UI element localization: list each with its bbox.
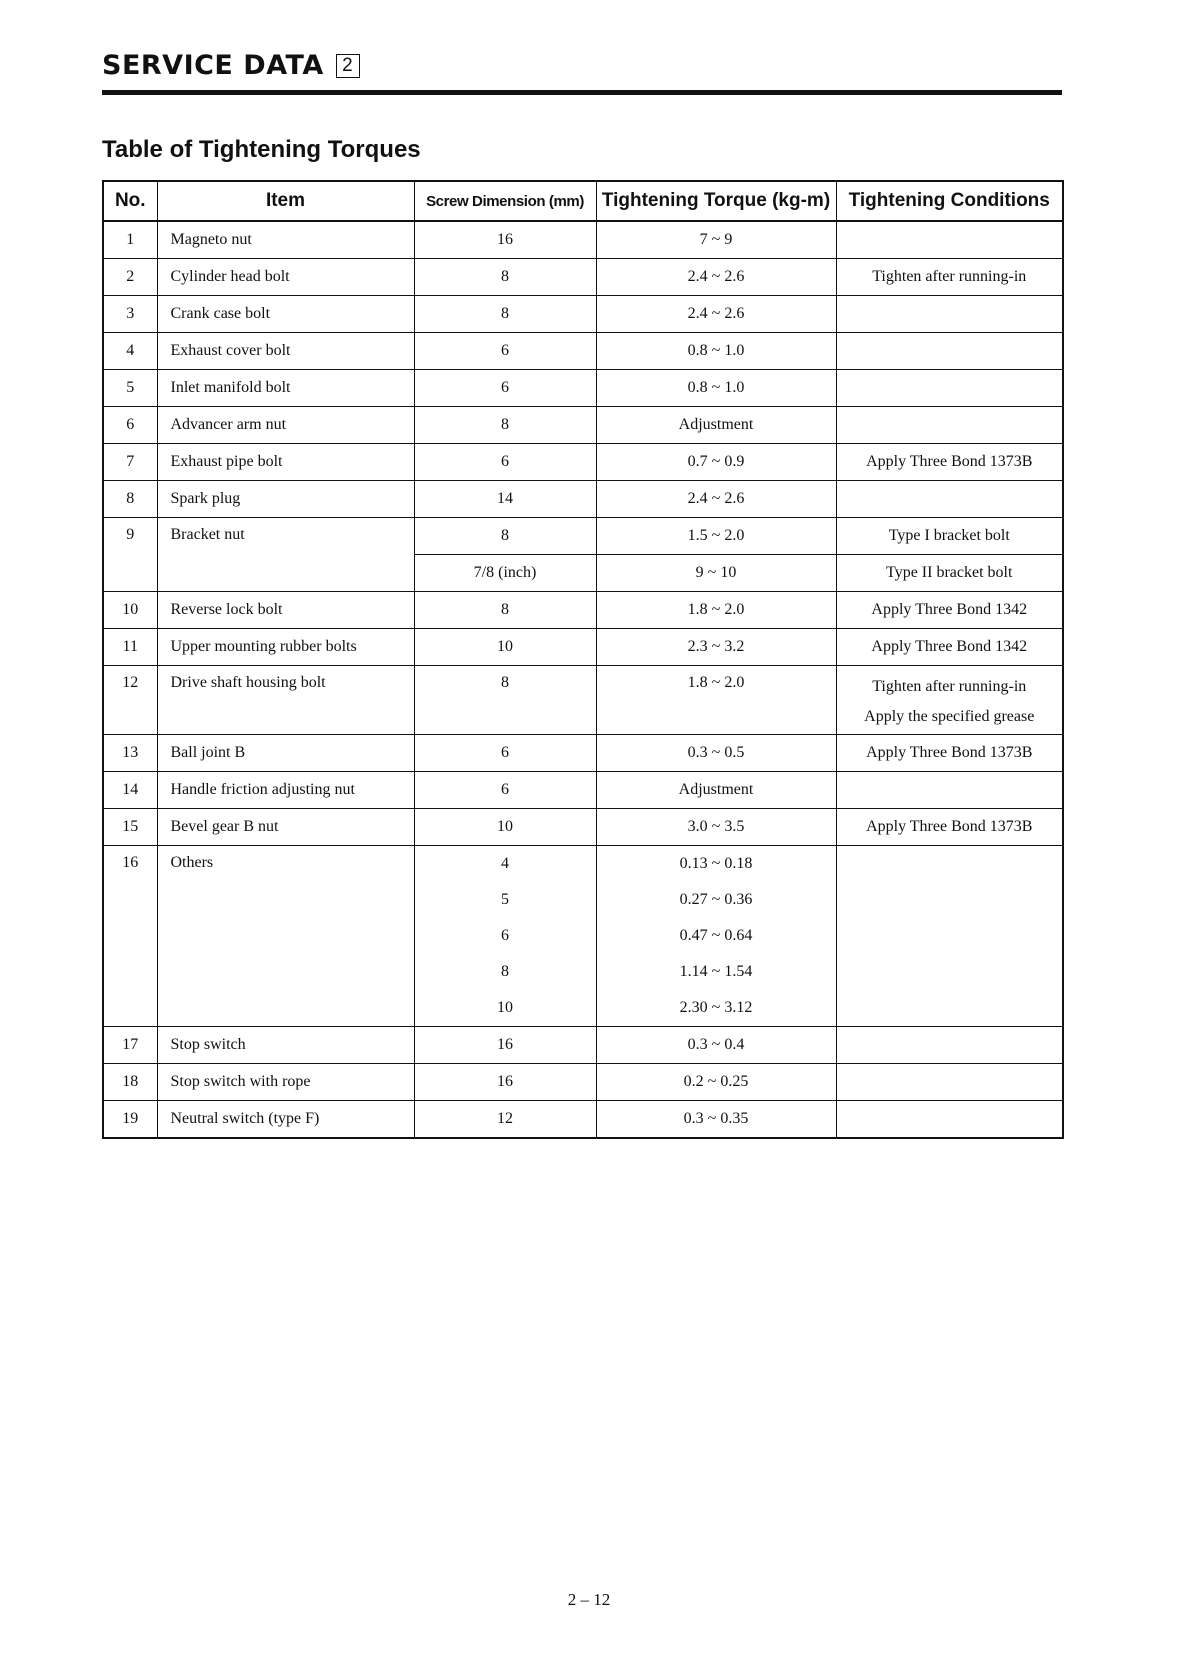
- table-row: [103, 481, 1063, 518]
- row-dimension: 8: [414, 592, 596, 629]
- row-torque: Adjustment: [596, 407, 836, 444]
- row-dimension: 16: [414, 221, 596, 259]
- row-number: 6: [103, 407, 157, 444]
- row-torque: 2.4 ~ 2.6: [596, 259, 836, 296]
- row-torque: 0.3 ~ 0.5: [596, 735, 836, 772]
- col-header-no: No.: [103, 181, 157, 221]
- row-dimension: 10: [414, 809, 596, 846]
- row-conditions: [836, 772, 1063, 809]
- row-torque: 3.0 ~ 3.5: [596, 809, 836, 846]
- table-row: [103, 333, 1063, 370]
- row-dimension: 10: [414, 990, 596, 1027]
- table-row: [103, 370, 1063, 407]
- row-dimension: 8: [414, 666, 596, 735]
- table-row: [103, 296, 1063, 333]
- table-row: [103, 666, 1063, 735]
- row-conditions: [836, 1064, 1063, 1101]
- row-number: 5: [103, 370, 157, 407]
- row-conditions: [836, 370, 1063, 407]
- row-torque: 0.27 ~ 0.36: [596, 882, 836, 918]
- row-dimension: 12: [414, 1101, 596, 1139]
- page-header: [102, 50, 1062, 81]
- table-row: [103, 1027, 1063, 1064]
- row-number: 2: [103, 259, 157, 296]
- row-conditions: [836, 1101, 1063, 1139]
- row-dimension: 14: [414, 481, 596, 518]
- row-dimension: 6: [414, 735, 596, 772]
- row-torque: 0.8 ~ 1.0: [596, 333, 836, 370]
- col-header-torque: Tightening Torque (kg-m): [596, 181, 836, 221]
- table-title: Table of Tightening Torques: [102, 136, 421, 163]
- row-torque: 2.3 ~ 3.2: [596, 629, 836, 666]
- row-item: Cylinder head bolt: [157, 259, 414, 296]
- row-torque: 2.4 ~ 2.6: [596, 481, 836, 518]
- row-number: 11: [103, 629, 157, 666]
- row-dimension: 4: [414, 846, 596, 883]
- row-dimension: 8: [414, 954, 596, 990]
- row-torque: 0.47 ~ 0.64: [596, 918, 836, 954]
- row-conditions: Tighten after running-in: [836, 259, 1063, 296]
- row-conditions: Apply Three Bond 1373B: [836, 809, 1063, 846]
- row-conditions: Apply Three Bond 1342: [836, 592, 1063, 629]
- row-item: Exhaust cover bolt: [157, 333, 414, 370]
- row-item: Handle friction adjusting nut: [157, 772, 414, 809]
- row-item: Bracket nut: [157, 518, 414, 592]
- row-dimension: 16: [414, 1027, 596, 1064]
- table-row: [103, 846, 1063, 883]
- row-torque: 1.5 ~ 2.0: [596, 518, 836, 555]
- row-number: 13: [103, 735, 157, 772]
- row-number: 14: [103, 772, 157, 809]
- row-dimension: 16: [414, 1064, 596, 1101]
- table-row: [103, 1101, 1063, 1139]
- table-row: [103, 221, 1063, 259]
- row-item: Upper mounting rubber bolts: [157, 629, 414, 666]
- row-conditions: Apply Three Bond 1373B: [836, 735, 1063, 772]
- row-item: Crank case bolt: [157, 296, 414, 333]
- row-number: 8: [103, 481, 157, 518]
- row-item: Advancer arm nut: [157, 407, 414, 444]
- row-item: Drive shaft housing bolt: [157, 666, 414, 735]
- row-dimension: 8: [414, 296, 596, 333]
- row-torque: 0.8 ~ 1.0: [596, 370, 836, 407]
- table-body: [103, 221, 1063, 1138]
- row-dimension: 6: [414, 444, 596, 481]
- row-conditions: [836, 666, 1063, 735]
- table-row: [103, 1064, 1063, 1101]
- row-conditions: Apply Three Bond 1342: [836, 629, 1063, 666]
- row-item: Stop switch: [157, 1027, 414, 1064]
- row-conditions: [836, 221, 1063, 259]
- col-header-conditions: Tightening Conditions: [836, 181, 1063, 221]
- row-conditions: [836, 481, 1063, 518]
- table-row: [103, 772, 1063, 809]
- row-dimension: 10: [414, 629, 596, 666]
- row-torque: 0.2 ~ 0.25: [596, 1064, 836, 1101]
- row-item: Bevel gear B nut: [157, 809, 414, 846]
- col-header-item: Item: [157, 181, 414, 221]
- table-row: [103, 735, 1063, 772]
- row-number: 3: [103, 296, 157, 333]
- table-row: [103, 518, 1063, 555]
- row-number: 12: [103, 666, 157, 735]
- row-item: Magneto nut: [157, 221, 414, 259]
- row-item: Stop switch with rope: [157, 1064, 414, 1101]
- row-number: 7: [103, 444, 157, 481]
- row-dimension: 7/8 (inch): [414, 555, 596, 592]
- row-torque: 0.3 ~ 0.4: [596, 1027, 836, 1064]
- table-row: [103, 629, 1063, 666]
- row-number: 1: [103, 221, 157, 259]
- row-dimension: 6: [414, 370, 596, 407]
- row-torque: 7 ~ 9: [596, 221, 836, 259]
- row-dimension: 8: [414, 407, 596, 444]
- page-number: 2 – 12: [567, 1590, 611, 1609]
- table-row: [103, 809, 1063, 846]
- section-number-badge: 2: [336, 54, 360, 78]
- row-torque: 0.3 ~ 0.35: [596, 1101, 836, 1139]
- row-torque: 9 ~ 10: [596, 555, 836, 592]
- row-conditions: [836, 333, 1063, 370]
- row-dimension: 6: [414, 772, 596, 809]
- table-row: [103, 592, 1063, 629]
- row-conditions: [836, 1027, 1063, 1064]
- row-dimension: 6: [414, 333, 596, 370]
- row-conditions: Type I bracket bolt: [836, 518, 1063, 555]
- row-torque: 0.13 ~ 0.18: [596, 846, 836, 883]
- row-conditions: [836, 296, 1063, 333]
- row-conditions: [836, 846, 1063, 1027]
- row-dimension: 8: [414, 518, 596, 555]
- row-item: Ball joint B: [157, 735, 414, 772]
- row-conditions-line: Tighten after running-in: [872, 678, 1027, 695]
- row-torque: 1.8 ~ 2.0: [596, 666, 836, 735]
- row-torque: 2.30 ~ 3.12: [596, 990, 836, 1027]
- row-number: 4: [103, 333, 157, 370]
- row-item: Reverse lock bolt: [157, 592, 414, 629]
- header-title: SERVICE DATA: [102, 50, 324, 81]
- row-conditions-line: Apply the specified grease: [864, 708, 1035, 725]
- row-number: 15: [103, 809, 157, 846]
- row-number: 10: [103, 592, 157, 629]
- row-item: Neutral switch (type F): [157, 1101, 414, 1139]
- row-number: 19: [103, 1101, 157, 1139]
- table-row: [103, 259, 1063, 296]
- row-item: Spark plug: [157, 481, 414, 518]
- row-item: Exhaust pipe bolt: [157, 444, 414, 481]
- table-row: [103, 444, 1063, 481]
- table-row: [103, 407, 1063, 444]
- row-item: Inlet manifold bolt: [157, 370, 414, 407]
- row-torque: 0.7 ~ 0.9: [596, 444, 836, 481]
- row-conditions: Apply Three Bond 1373B: [836, 444, 1063, 481]
- col-header-dimension: Screw Dimension (mm): [414, 181, 596, 221]
- row-torque: 2.4 ~ 2.6: [596, 296, 836, 333]
- row-torque: 1.14 ~ 1.54: [596, 954, 836, 990]
- header-rule: [102, 90, 1062, 95]
- torque-table: [102, 180, 1064, 1139]
- row-number: 18: [103, 1064, 157, 1101]
- row-dimension: 8: [414, 259, 596, 296]
- table-header-row: [103, 181, 1063, 221]
- row-number: 9: [103, 518, 157, 592]
- row-number: 17: [103, 1027, 157, 1064]
- row-conditions: [836, 407, 1063, 444]
- row-dimension: 6: [414, 918, 596, 954]
- row-item: Others: [157, 846, 414, 1027]
- row-number: 16: [103, 846, 157, 1027]
- row-conditions: Type II bracket bolt: [836, 555, 1063, 592]
- row-torque: 1.8 ~ 2.0: [596, 592, 836, 629]
- row-dimension: 5: [414, 882, 596, 918]
- row-torque: Adjustment: [596, 772, 836, 809]
